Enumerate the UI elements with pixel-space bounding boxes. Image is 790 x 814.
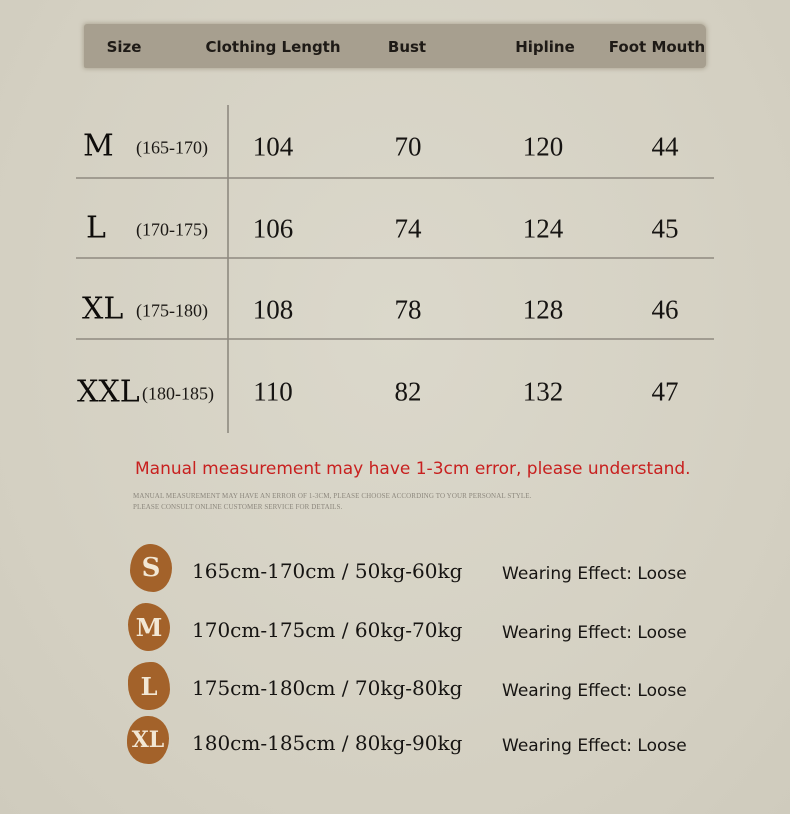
size-badge-s xyxy=(130,544,172,592)
size-height-range: (175-180) xyxy=(136,300,208,321)
fit-height-weight: 175cm-180cm / 70kg-80kg xyxy=(192,676,463,700)
foot-mouth-value: 45 xyxy=(651,213,679,244)
size-height-range: (165-170) xyxy=(136,137,208,158)
size-code: XXL xyxy=(77,374,140,410)
size-code: M xyxy=(83,128,114,164)
foot-mouth-value: 44 xyxy=(651,131,679,162)
bust-value: 78 xyxy=(394,294,422,325)
hipline-value: 132 xyxy=(522,376,564,407)
size-badge-l xyxy=(128,662,170,710)
size-code: L xyxy=(86,210,106,246)
clothing-length-value: 106 xyxy=(252,213,294,244)
bust-value: 82 xyxy=(394,376,422,407)
row-divider xyxy=(76,338,714,340)
measurement-error-note: Manual measurement may have 1-3cm error, please understand. xyxy=(135,459,691,479)
foot-mouth-value: 47 xyxy=(651,376,679,407)
clothing-length-value: 104 xyxy=(252,131,294,162)
fit-wearing-effect: Wearing Effect: Loose xyxy=(502,623,687,643)
fit-height-weight: 170cm-175cm / 60kg-70kg xyxy=(192,618,463,642)
size-height-range: (170-175) xyxy=(136,219,208,240)
clothing-length-value: 108 xyxy=(252,294,294,325)
header-clothing-length: Clothing Length xyxy=(205,38,341,56)
row-divider xyxy=(76,177,714,179)
size-badge-m xyxy=(128,603,170,651)
size-code: XL xyxy=(82,291,124,327)
size-badge-label: M xyxy=(135,612,163,642)
fine-print-line-2: PLEASE CONSULT ONLINE CUSTOMER SERVICE FOR DETAILS. xyxy=(133,503,343,511)
size-height-range: (180-185) xyxy=(142,383,214,404)
size-badge-label: XL xyxy=(131,727,165,753)
fit-wearing-effect: Wearing Effect: Loose xyxy=(502,564,687,584)
size-badge-label: S xyxy=(141,553,161,583)
hipline-value: 128 xyxy=(522,294,564,325)
fine-print-line-1: MANUAL MEASUREMENT MAY HAVE AN ERROR OF 1-3CM, PLEASE CHOOSE ACCORDING TO YOUR PERSONAL STYLE. xyxy=(133,492,532,500)
fit-height-weight: 180cm-185cm / 80kg-90kg xyxy=(192,731,463,755)
fit-wearing-effect: Wearing Effect: Loose xyxy=(502,736,687,756)
header-bust: Bust xyxy=(387,38,427,56)
hipline-value: 120 xyxy=(522,131,564,162)
fit-height-weight: 165cm-170cm / 50kg-60kg xyxy=(192,559,463,583)
header-hipline: Hipline xyxy=(515,38,575,56)
clothing-length-value: 110 xyxy=(253,376,293,407)
size-badge-label: L xyxy=(140,671,158,701)
header-size: Size xyxy=(106,38,142,56)
bust-value: 74 xyxy=(394,213,422,244)
table-vertical-divider xyxy=(227,105,229,433)
header-foot-mouth: Foot Mouth xyxy=(608,38,706,56)
foot-mouth-value: 46 xyxy=(651,294,679,325)
hipline-value: 124 xyxy=(522,213,564,244)
fit-wearing-effect: Wearing Effect: Loose xyxy=(502,681,687,701)
bust-value: 70 xyxy=(394,131,422,162)
row-divider xyxy=(76,257,714,259)
size-badge-xl xyxy=(127,716,169,764)
